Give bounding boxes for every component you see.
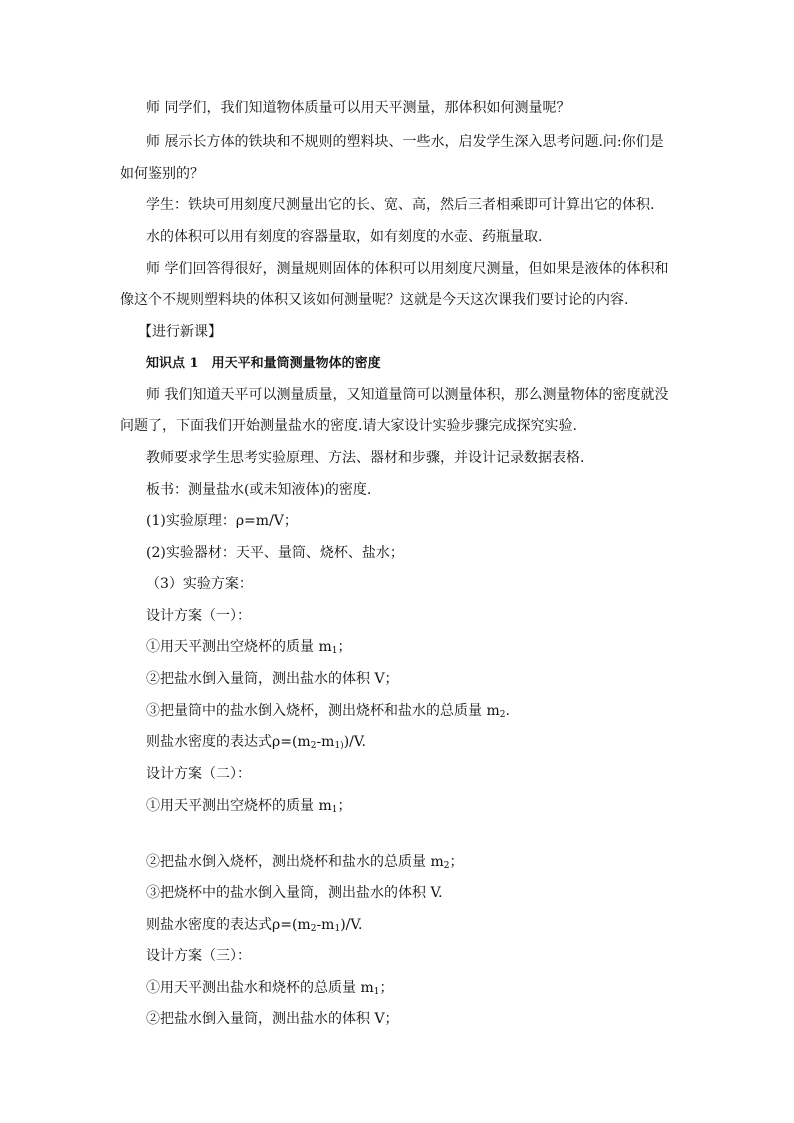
paragraph-line: 板书：测量盐水(或未知液体)的密度. — [146, 482, 372, 498]
paragraph-line: 如何鉴别的？ — [120, 166, 204, 182]
scheme-2-formula: 则盐水密度的表达式$\rho=(m_2-m_1)/V$. — [146, 917, 363, 934]
paragraph-line: 学生：铁块可用刻度尺测量出它的长、宽、高，然后三者相乘即可计算出它的体积. — [146, 197, 655, 213]
scheme-2-step-2: ②把盐水倒入烧杯，测出烧杯和盐水的总质量 $m_2$； — [146, 854, 464, 871]
scheme-1-step-1: ①用天平测出空烧杯的质量 $m_1$； — [146, 639, 352, 656]
scheme-2-heading: 设计方案（二）： — [146, 766, 251, 782]
paragraph-line: 师 学们回答得很好，测量规则固体的体积可以用刻度尺测量，但如果是液体的体积和 — [146, 261, 669, 277]
knowledge-point-heading: 知识点 1 用天平和量筒测量物体的密度 — [146, 356, 381, 371]
section-heading: 【进行新课】 — [138, 324, 222, 340]
scheme-3-step-1: ①用天平测出盐水和烧杯的总质量 $m_1$； — [146, 980, 394, 997]
scheme-1-step-3: ③把量筒中的盐水倒入烧杯，测出烧杯和盐水的总质量 $m_2$. — [146, 703, 510, 720]
scheme-1-heading: 设计方案（一）： — [146, 608, 251, 624]
paragraph-line: 像这个不规则塑料块的体积又该如何测量呢？这就是今天这次课我们要讨论的内容. — [120, 292, 629, 308]
scheme-2-step-1: ①用天平测出空烧杯的质量 $m_1$； — [146, 798, 352, 815]
paragraph-line: 师 我们知道天平可以测量质量，又知道量筒可以测量体积，那么测量物体的密度就没 — [146, 387, 669, 403]
paragraph-line: 问题了，下面我们开始测量盐水的密度.请大家设计实验步骤完成探究实验. — [120, 418, 577, 434]
paragraph-line: （3）实验方案： — [146, 576, 253, 592]
paragraph-line: 教师要求学生思考实验原理、方法、器材和步骤，并设计记录数据表格. — [146, 450, 585, 466]
scheme-1-formula: 则盐水密度的表达式$\rho=(m_2-m_{1)})/V$. — [146, 734, 366, 751]
paragraph-line: 师 展示长方体的铁块和不规则的塑料块、一些水，启发学生深入思考问题.问:你们是 — [146, 134, 664, 150]
paragraph-line: 师 同学们，我们知道物体质量可以用天平测量，那体积如何测量呢？ — [146, 100, 571, 116]
scheme-1-step-2: ②把盐水倒入量筒，测出盐水的体积 V； — [146, 671, 399, 687]
scheme-3-heading: 设计方案（三）： — [146, 948, 251, 964]
scheme-2-step-3: ③把烧杯中的盐水倒入量筒，测出盐水的体积 V. — [146, 885, 443, 901]
scheme-3-step-2: ②把盐水倒入量筒，测出盐水的体积 V； — [146, 1011, 399, 1027]
paragraph-line: (2)实验器材：天平、量筒、烧杯、盐水； — [146, 545, 404, 561]
paragraph-line: 水的体积可以用有刻度的容器量取，如有刻度的水壶、药瓶量取. — [146, 229, 543, 245]
paragraph-line: (1)实验原理：ρ=m/V； — [146, 513, 298, 529]
